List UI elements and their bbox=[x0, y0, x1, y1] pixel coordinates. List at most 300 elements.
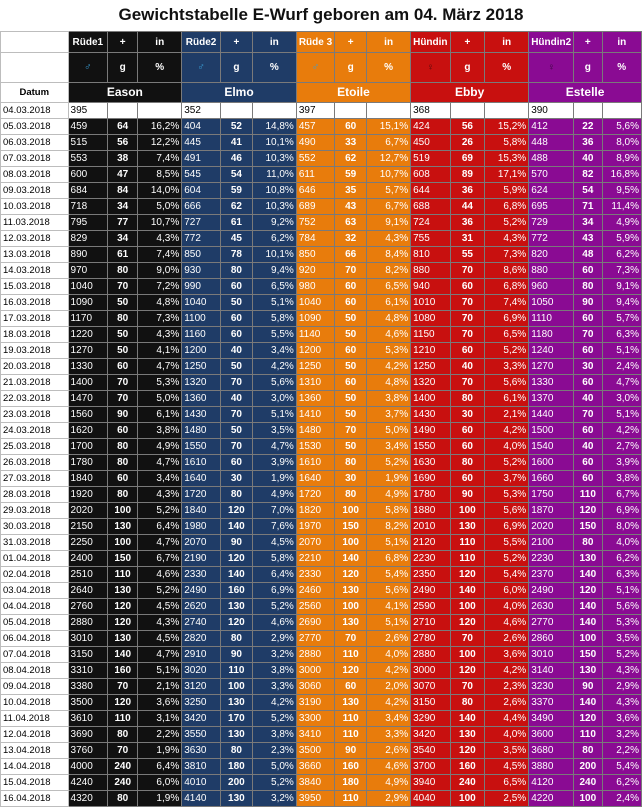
gain-cell: 60 bbox=[450, 471, 485, 487]
date-cell: 12.04.2018 bbox=[1, 727, 69, 743]
gain-cell bbox=[335, 103, 367, 119]
gain-cell: 50 bbox=[220, 359, 252, 375]
weight-cell: 3760 bbox=[68, 743, 108, 759]
weight-cell: 1360 bbox=[182, 391, 221, 407]
date-cell: 13.04.2018 bbox=[1, 743, 69, 759]
weight-cell: 3000 bbox=[411, 663, 450, 679]
percent-cell: 2,3% bbox=[485, 679, 529, 695]
date-cell: 01.04.2018 bbox=[1, 551, 69, 567]
gain-cell: 40 bbox=[220, 343, 252, 359]
percent-cell: 3,4% bbox=[367, 711, 411, 727]
percent-cell: 6,5% bbox=[485, 327, 529, 343]
weight-cell: 3410 bbox=[296, 727, 334, 743]
gain-cell: 62 bbox=[220, 199, 252, 215]
percent-cell: 4,2% bbox=[367, 359, 411, 375]
weight-cell: 3420 bbox=[411, 727, 450, 743]
percent-cell: 7,4% bbox=[138, 247, 182, 263]
weight-cell: 1140 bbox=[296, 327, 334, 343]
weight-cell: 3600 bbox=[529, 727, 574, 743]
weight-cell: 368 bbox=[411, 103, 450, 119]
gain-cell: 60 bbox=[450, 279, 485, 295]
gain-cell: 50 bbox=[335, 407, 367, 423]
weight-cell: 3140 bbox=[529, 663, 574, 679]
weight-cell: 4040 bbox=[411, 791, 450, 807]
gain-cell: 130 bbox=[220, 791, 252, 807]
percent-cell: 6,1% bbox=[367, 295, 411, 311]
percent-cell: 7,6% bbox=[252, 519, 296, 535]
weight-cell: 2150 bbox=[68, 519, 108, 535]
table-row bbox=[1, 503, 642, 519]
table-row bbox=[1, 695, 642, 711]
in-label-2: in bbox=[367, 32, 411, 53]
gain-cell: 50 bbox=[335, 327, 367, 343]
gain-cell: 130 bbox=[220, 695, 252, 711]
date-cell: 08.03.2018 bbox=[1, 167, 69, 183]
percent-cell: 4,3% bbox=[485, 231, 529, 247]
percent-cell: 5,2% bbox=[252, 599, 296, 615]
percent-cell: 4,7% bbox=[138, 647, 182, 663]
gain-cell: 43 bbox=[335, 199, 367, 215]
weight-cell: 718 bbox=[68, 199, 108, 215]
gram-unit-0: g bbox=[108, 53, 138, 83]
weight-cell: 1250 bbox=[411, 359, 450, 375]
weight-cell: 1330 bbox=[529, 375, 574, 391]
percent-cell: 9,1% bbox=[602, 279, 641, 295]
weight-cell: 3810 bbox=[182, 759, 221, 775]
weight-cell: 930 bbox=[182, 263, 221, 279]
corner-cell bbox=[1, 32, 69, 53]
weight-cell: 4320 bbox=[68, 791, 108, 807]
weight-cell: 724 bbox=[411, 215, 450, 231]
gain-cell: 60 bbox=[335, 679, 367, 695]
weight-cell: 1170 bbox=[68, 311, 108, 327]
weight-cell: 1040 bbox=[296, 295, 334, 311]
percent-cell: 5,1% bbox=[602, 343, 641, 359]
gain-cell: 62 bbox=[335, 151, 367, 167]
gain-cell: 80 bbox=[220, 487, 252, 503]
percent-cell: 5,0% bbox=[252, 759, 296, 775]
gain-cell: 80 bbox=[574, 535, 602, 551]
percent-cell: 3,8% bbox=[252, 663, 296, 679]
table-row bbox=[1, 471, 642, 487]
gain-cell: 60 bbox=[450, 343, 485, 359]
gain-cell: 36 bbox=[574, 135, 602, 151]
weight-cell: 2020 bbox=[68, 503, 108, 519]
table-row bbox=[1, 791, 642, 807]
percent-cell: 9,4% bbox=[252, 263, 296, 279]
gain-cell: 40 bbox=[574, 391, 602, 407]
gain-cell: 70 bbox=[335, 263, 367, 279]
percent-cell: 4,0% bbox=[485, 599, 529, 615]
weight-cell: 3000 bbox=[296, 663, 334, 679]
corner-cell-2 bbox=[1, 53, 69, 83]
weight-cell: 611 bbox=[296, 167, 334, 183]
plus-label-0: + bbox=[108, 32, 138, 53]
date-cell: 28.03.2018 bbox=[1, 487, 69, 503]
gain-cell: 30 bbox=[574, 359, 602, 375]
male-icon: ♂ bbox=[68, 53, 108, 83]
weight-cell: 604 bbox=[182, 183, 221, 199]
in-label-0: in bbox=[138, 32, 182, 53]
weight-cell: 920 bbox=[296, 263, 334, 279]
gain-cell: 100 bbox=[335, 599, 367, 615]
plus-label-2: + bbox=[335, 32, 367, 53]
table-row bbox=[1, 135, 642, 151]
percent-cell: 4,2% bbox=[367, 695, 411, 711]
gain-cell: 63 bbox=[335, 215, 367, 231]
gain-cell: 130 bbox=[108, 519, 138, 535]
gain-cell: 140 bbox=[220, 519, 252, 535]
weight-cell: 2330 bbox=[182, 567, 221, 583]
percent-cell: 2,1% bbox=[485, 407, 529, 423]
weight-cell: 1920 bbox=[68, 487, 108, 503]
date-cell: 26.03.2018 bbox=[1, 455, 69, 471]
weight-cell: 1250 bbox=[296, 359, 334, 375]
percent-cell: 6,2% bbox=[602, 247, 641, 263]
gain-cell bbox=[450, 103, 485, 119]
gain-cell: 50 bbox=[335, 359, 367, 375]
gain-cell: 32 bbox=[335, 231, 367, 247]
gain-cell: 34 bbox=[574, 215, 602, 231]
gain-cell: 33 bbox=[335, 135, 367, 151]
percent-cell: 4,7% bbox=[138, 455, 182, 471]
gain-cell: 160 bbox=[335, 759, 367, 775]
weight-cell: 1270 bbox=[68, 343, 108, 359]
date-cell: 10.03.2018 bbox=[1, 199, 69, 215]
gain-cell: 30 bbox=[335, 471, 367, 487]
percent-cell: 5,2% bbox=[485, 455, 529, 471]
percent-cell: 1,9% bbox=[367, 471, 411, 487]
gain-cell: 60 bbox=[574, 375, 602, 391]
weight-cell: 3950 bbox=[296, 791, 334, 807]
gain-cell: 180 bbox=[220, 759, 252, 775]
table-row bbox=[1, 119, 642, 135]
weight-cell: 2460 bbox=[296, 583, 334, 599]
table-row bbox=[1, 727, 642, 743]
weight-cell: 850 bbox=[182, 247, 221, 263]
weight-cell: 1550 bbox=[182, 439, 221, 455]
gain-cell: 70 bbox=[450, 263, 485, 279]
weight-cell: 829 bbox=[68, 231, 108, 247]
table-row bbox=[1, 263, 642, 279]
percent-cell: 17,1% bbox=[485, 167, 529, 183]
gain-cell: 130 bbox=[450, 519, 485, 535]
weight-cell: 624 bbox=[529, 183, 574, 199]
percent-cell: 5,0% bbox=[138, 199, 182, 215]
gain-cell: 41 bbox=[220, 135, 252, 151]
gain-cell: 60 bbox=[574, 311, 602, 327]
percent-cell: 6,0% bbox=[138, 775, 182, 791]
weight-cell: 445 bbox=[182, 135, 221, 151]
table-row bbox=[1, 535, 642, 551]
date-cell: 27.03.2018 bbox=[1, 471, 69, 487]
percent-cell: 5,6% bbox=[485, 503, 529, 519]
weight-cell: 1880 bbox=[411, 503, 450, 519]
percent-cell: 9,1% bbox=[367, 215, 411, 231]
weight-cell: 1400 bbox=[68, 375, 108, 391]
table-row bbox=[1, 567, 642, 583]
percent-cell: 6,7% bbox=[138, 551, 182, 567]
percent-cell: 3,7% bbox=[485, 471, 529, 487]
weight-cell: 1700 bbox=[68, 439, 108, 455]
gain-cell: 70 bbox=[220, 375, 252, 391]
table-row bbox=[1, 551, 642, 567]
weight-cell: 3880 bbox=[529, 759, 574, 775]
table-row bbox=[1, 215, 642, 231]
gain-cell: 50 bbox=[335, 391, 367, 407]
percent-cell: 3,9% bbox=[252, 455, 296, 471]
table-row bbox=[1, 167, 642, 183]
percent-cell: 3,5% bbox=[252, 423, 296, 439]
table-row bbox=[1, 375, 642, 391]
weight-cell: 515 bbox=[68, 135, 108, 151]
percent-cell: 4,9% bbox=[138, 439, 182, 455]
gain-cell: 90 bbox=[450, 487, 485, 503]
weight-cell: 2070 bbox=[182, 535, 221, 551]
weight-cell: 795 bbox=[68, 215, 108, 231]
gain-cell: 130 bbox=[574, 663, 602, 679]
gain-cell: 77 bbox=[108, 215, 138, 231]
gain-cell: 66 bbox=[335, 247, 367, 263]
percent-cell: 7,0% bbox=[252, 503, 296, 519]
table-row bbox=[1, 711, 642, 727]
gain-cell: 80 bbox=[450, 695, 485, 711]
weight-cell: 3690 bbox=[68, 727, 108, 743]
date-cell: 31.03.2018 bbox=[1, 535, 69, 551]
percent-cell: 5,2% bbox=[138, 583, 182, 599]
percent-cell: 6,7% bbox=[367, 135, 411, 151]
weight-cell: 608 bbox=[411, 167, 450, 183]
percent-cell: 4,3% bbox=[138, 615, 182, 631]
weight-cell: 2780 bbox=[411, 631, 450, 647]
puppy-code-4: Hündin2 bbox=[529, 32, 574, 53]
percent-cell: 4,9% bbox=[602, 215, 641, 231]
percent-cell: 16,2% bbox=[138, 119, 182, 135]
weight-cell: 4220 bbox=[529, 791, 574, 807]
gain-cell: 61 bbox=[108, 247, 138, 263]
gain-cell: 45 bbox=[220, 231, 252, 247]
gain-cell: 110 bbox=[335, 711, 367, 727]
percent-cell: 5,3% bbox=[367, 343, 411, 359]
percent-cell: 6,1% bbox=[138, 407, 182, 423]
weight-cell: 2230 bbox=[411, 551, 450, 567]
gain-cell: 80 bbox=[450, 391, 485, 407]
percent-cell: 5,1% bbox=[602, 407, 641, 423]
percent-cell: 7,4% bbox=[485, 295, 529, 311]
table-row bbox=[1, 519, 642, 535]
table-row bbox=[1, 343, 642, 359]
weight-cell: 2490 bbox=[411, 583, 450, 599]
percent-cell: 7,4% bbox=[138, 151, 182, 167]
gain-cell: 200 bbox=[220, 775, 252, 791]
percent-cell: 2,6% bbox=[485, 631, 529, 647]
percent-cell: 7,3% bbox=[138, 311, 182, 327]
gain-cell: 78 bbox=[220, 247, 252, 263]
percent-cell: 2,7% bbox=[602, 439, 641, 455]
weight-cell: 3250 bbox=[182, 695, 221, 711]
table-row bbox=[1, 359, 642, 375]
plus-label-1: + bbox=[220, 32, 252, 53]
percent-cell: 6,5% bbox=[485, 775, 529, 791]
gain-cell: 80 bbox=[335, 455, 367, 471]
gain-cell: 120 bbox=[108, 615, 138, 631]
weight-cell: 4000 bbox=[68, 759, 108, 775]
percent-cell: 9,5% bbox=[602, 183, 641, 199]
table-row bbox=[1, 583, 642, 599]
weight-cell: 1040 bbox=[68, 279, 108, 295]
weight-cell: 3840 bbox=[296, 775, 334, 791]
weight-cell: 1840 bbox=[68, 471, 108, 487]
table-row bbox=[1, 231, 642, 247]
weight-cell: 3380 bbox=[68, 679, 108, 695]
date-cell: 18.03.2018 bbox=[1, 327, 69, 343]
weight-cell: 1780 bbox=[68, 455, 108, 471]
weight-cell: 1820 bbox=[296, 503, 334, 519]
weight-cell: 1610 bbox=[182, 455, 221, 471]
weight-cell: 1410 bbox=[296, 407, 334, 423]
weight-cell: 1620 bbox=[68, 423, 108, 439]
puppy-name-0: Eason bbox=[68, 83, 182, 103]
gain-cell: 120 bbox=[108, 695, 138, 711]
weight-cell: 646 bbox=[296, 183, 334, 199]
percent-cell: 2,2% bbox=[138, 727, 182, 743]
gain-cell: 120 bbox=[108, 599, 138, 615]
percent-cell: 4,3% bbox=[138, 327, 182, 343]
gain-cell: 130 bbox=[335, 615, 367, 631]
weight-cell: 752 bbox=[296, 215, 334, 231]
percent-cell: 3,4% bbox=[367, 439, 411, 455]
percent-cell: 15,1% bbox=[367, 119, 411, 135]
weight-cell: 3630 bbox=[182, 743, 221, 759]
gain-cell: 47 bbox=[108, 167, 138, 183]
weight-cell: 1490 bbox=[411, 423, 450, 439]
gain-cell: 30 bbox=[220, 471, 252, 487]
page-title: Gewichtstabelle E-Wurf geboren am 04. März 2018 bbox=[118, 5, 524, 24]
gain-cell: 70 bbox=[108, 391, 138, 407]
gain-cell: 130 bbox=[450, 727, 485, 743]
percent-cell: 4,6% bbox=[367, 759, 411, 775]
weight-cell: 1400 bbox=[411, 391, 450, 407]
date-cell: 07.03.2018 bbox=[1, 151, 69, 167]
weight-cell: 1040 bbox=[182, 295, 221, 311]
gain-cell: 150 bbox=[335, 519, 367, 535]
weight-cell: 980 bbox=[296, 279, 334, 295]
puppy-code-0: Rüde1 bbox=[68, 32, 108, 53]
weight-cell: 1430 bbox=[411, 407, 450, 423]
weight-cell: 1750 bbox=[529, 487, 574, 503]
gain-cell: 60 bbox=[220, 327, 252, 343]
weight-cell: 3680 bbox=[529, 743, 574, 759]
weight-cell: 1780 bbox=[411, 487, 450, 503]
weight-cell: 960 bbox=[529, 279, 574, 295]
table-row bbox=[1, 199, 642, 215]
gain-cell: 110 bbox=[108, 711, 138, 727]
gain-cell: 26 bbox=[450, 135, 485, 151]
percent-cell: 3,8% bbox=[252, 727, 296, 743]
weight-cell: 2190 bbox=[182, 551, 221, 567]
gain-cell: 90 bbox=[335, 743, 367, 759]
date-cell: 21.03.2018 bbox=[1, 375, 69, 391]
weight-cell: 4240 bbox=[68, 775, 108, 791]
gain-cell bbox=[108, 103, 138, 119]
weight-cell: 2860 bbox=[529, 631, 574, 647]
weight-cell: 2560 bbox=[296, 599, 334, 615]
gain-cell: 60 bbox=[335, 343, 367, 359]
gain-cell: 40 bbox=[574, 151, 602, 167]
gain-cell: 110 bbox=[450, 551, 485, 567]
weight-cell: 1370 bbox=[529, 391, 574, 407]
table-row bbox=[1, 487, 642, 503]
gain-cell: 48 bbox=[574, 247, 602, 263]
percent-cell: 4,9% bbox=[252, 487, 296, 503]
percent-cell: 5,2% bbox=[367, 455, 411, 471]
percent-cell: 6,1% bbox=[485, 391, 529, 407]
percent-cell: 11,4% bbox=[602, 199, 641, 215]
percent-cell: 4,8% bbox=[138, 295, 182, 311]
percent-cell: 2,0% bbox=[367, 679, 411, 695]
gain-cell: 60 bbox=[108, 423, 138, 439]
percent-cell: 4,5% bbox=[252, 535, 296, 551]
gain-cell: 140 bbox=[335, 551, 367, 567]
gain-cell: 70 bbox=[450, 327, 485, 343]
date-cell: 04.04.2018 bbox=[1, 599, 69, 615]
weight-cell: 491 bbox=[182, 151, 221, 167]
percent-cell: 2,1% bbox=[138, 679, 182, 695]
percent-cell: 3,7% bbox=[367, 407, 411, 423]
weight-cell: 890 bbox=[68, 247, 108, 263]
gain-cell: 35 bbox=[335, 183, 367, 199]
gain-cell: 34 bbox=[108, 231, 138, 247]
percent-cell: 3,3% bbox=[485, 359, 529, 375]
date-cell: 09.03.2018 bbox=[1, 183, 69, 199]
percent-cell: 6,8% bbox=[485, 199, 529, 215]
table-row bbox=[1, 455, 642, 471]
date-cell: 15.04.2018 bbox=[1, 775, 69, 791]
weight-cell: 1560 bbox=[68, 407, 108, 423]
gain-cell: 110 bbox=[574, 727, 602, 743]
percent-cell: 8,0% bbox=[602, 519, 641, 535]
gain-cell: 60 bbox=[335, 279, 367, 295]
gram-unit-2: g bbox=[335, 53, 367, 83]
weight-cell: 2120 bbox=[411, 535, 450, 551]
percent-cell: 4,5% bbox=[138, 631, 182, 647]
weight-cell: 1100 bbox=[182, 311, 221, 327]
percent-cell: 2,6% bbox=[367, 743, 411, 759]
weight-cell: 1110 bbox=[529, 311, 574, 327]
weight-cell: 2210 bbox=[296, 551, 334, 567]
weight-cell: 2400 bbox=[68, 551, 108, 567]
table-row bbox=[1, 631, 642, 647]
gain-cell: 100 bbox=[574, 631, 602, 647]
date-cell: 16.04.2018 bbox=[1, 791, 69, 807]
weight-cell: 1530 bbox=[296, 439, 334, 455]
percent-cell: 5,1% bbox=[367, 615, 411, 631]
gram-unit-3: g bbox=[450, 53, 485, 83]
gain-cell: 60 bbox=[574, 455, 602, 471]
table-row bbox=[1, 183, 642, 199]
weight-cell: 1470 bbox=[68, 391, 108, 407]
percent-cell: 4,7% bbox=[138, 359, 182, 375]
gain-cell: 80 bbox=[335, 487, 367, 503]
weight-cell: 2910 bbox=[182, 647, 221, 663]
puppy-name-4: Estelle bbox=[529, 83, 642, 103]
gain-cell: 140 bbox=[574, 615, 602, 631]
gain-cell: 60 bbox=[335, 295, 367, 311]
weight-cell: 1980 bbox=[182, 519, 221, 535]
weight-cell: 2820 bbox=[182, 631, 221, 647]
gain-cell: 140 bbox=[220, 567, 252, 583]
percent-cell: 1,9% bbox=[138, 791, 182, 807]
